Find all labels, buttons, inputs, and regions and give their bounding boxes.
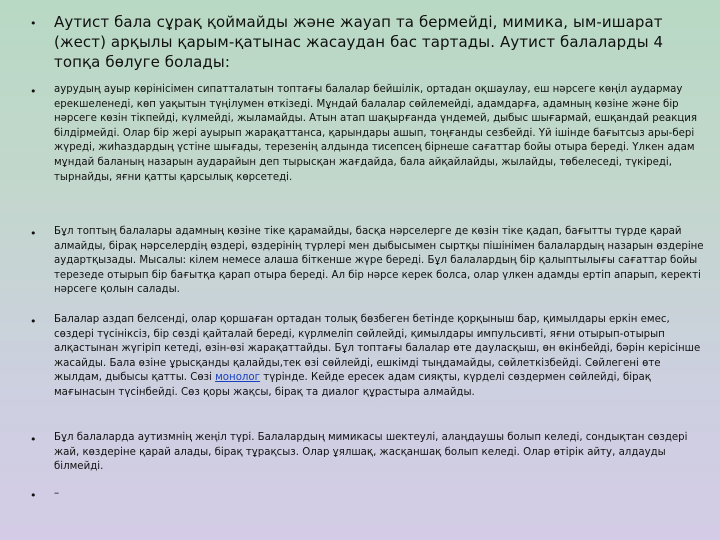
bullet-icon: •	[30, 227, 37, 240]
intro-paragraph: Аутист бала сұрақ қоймайды және жауап та бермейді, мимика, ым-ишарат (жест) арқылы қарым-қатынас жасаудан бас тартады. Аутист балаларды 4 топқа бөлуге болады:	[54, 13, 664, 71]
group-3-text-before: Балалар аздап белсенді, олар қоршаған ортадан толық бөзбеген бетінде қорқыныш бар, қимылдары еркін емес, сөздері түсініксіз, бір сөзді қайталай береді, күрлмеліп сөйлейді, қимылдары импульсивті, яғни отырып-отырып алқастынан жүгіріп кетеді, өзін-өзі жарақаттайды. Бұл топтағы балалар өте даулаcқыш, өн өкінбейді, бәрін керісінше жасайды. Бала өзіне ұрысқанды қалайды,тек өзі сөйлейді, ешкімді тыңдамайды, сөйлеткізбейді. Сөйлегені өте жылдам, дыбысы қатты. Сөзі	[54, 314, 701, 384]
group-2-paragraph: Бұл топтың балалары адамның көзіне тіке қарамайды, басқа нәрселерге де көзін тіке қадап, бағытты түрде қарай алмайды, бірақ нәрселердің өздері, өздерінің түрлері мен дыбысымен сыртқы пішінімен балалардың назарын өздеріне аудартқызады. Мысалы: кілем немесе алаша біткенше жүре береді. Бұл балалардың бір қалыптылығы сағаттар бойы терезеде отырып бір бағытқа қарап отыра береді. Ал бір нәрсе керек болса, олар үлкен адамды ертіп апарып, керекті нәрсеге қолын салады.	[54, 226, 704, 296]
bullet-icon: •	[30, 433, 37, 446]
monolog-link[interactable]: монолог	[215, 372, 261, 384]
bullet-icon: •	[30, 85, 37, 98]
group-4-paragraph: Бұл балаларда аутизмнің жеңіл түрі. Балалардың мимикасы шектеулі, алаңдаушы болып келеді, сондықтан сөздері жай, көздеріне қарай алады, бірақ тұрақсыз. Олар ұялшақ, жасқаншақ болып келеді. Олар өтірік айту, алдауды білмейді.	[54, 432, 688, 473]
bullet-icon: •	[30, 489, 37, 502]
dash-paragraph: –	[54, 488, 60, 499]
bullet-icon: •	[30, 17, 37, 30]
group-1-paragraph: аурудың ауыр көрінісімен сипатталатын топтағы балалар бейшілік, ортадан оқшаулау, еш нәрсеге көңіл аудармау ерекшеленеді, көп уақытын түңілумен өткізеді. Мұндай балалар сөйлемейді, адамдарға, адамның көзіне және бір нәрсеге көзін тікпейді, күлмейді, жыламайды. Атын атап шақырғанда үндемей, дыбыс шығармай, ешқандай реакция білдірмейді. Олар бір жері ауырып жарақаттанса, қарындары ашып, тоңғанды сезбейді. Үй ішінде бағытсыз ары-бері жүреді, жиһаздардың үстіне шығады, терезенің алдында тисепсең бірнеше сағаттар бойы отыра береді. Үлкен адам мұндай баланың назарын аударайын деп тырысқан жағдайда, бала айқайлайды, жылайды, төбелеседі, түкіреді, тырнайды, яғни қатты қарсылық көрсетеді.	[54, 84, 698, 183]
bullet-icon: •	[30, 315, 37, 328]
group-3-paragraph	[54, 313, 704, 401]
group-3-text-after: түрінде. Кейде ересек адам сияқты, күрделі сөздермен сөйлейді, бірақ мағынасын түсінбейді. Сөз қоры жақсы, бірақ та диалог құрастыра алмайды.	[54, 372, 651, 398]
